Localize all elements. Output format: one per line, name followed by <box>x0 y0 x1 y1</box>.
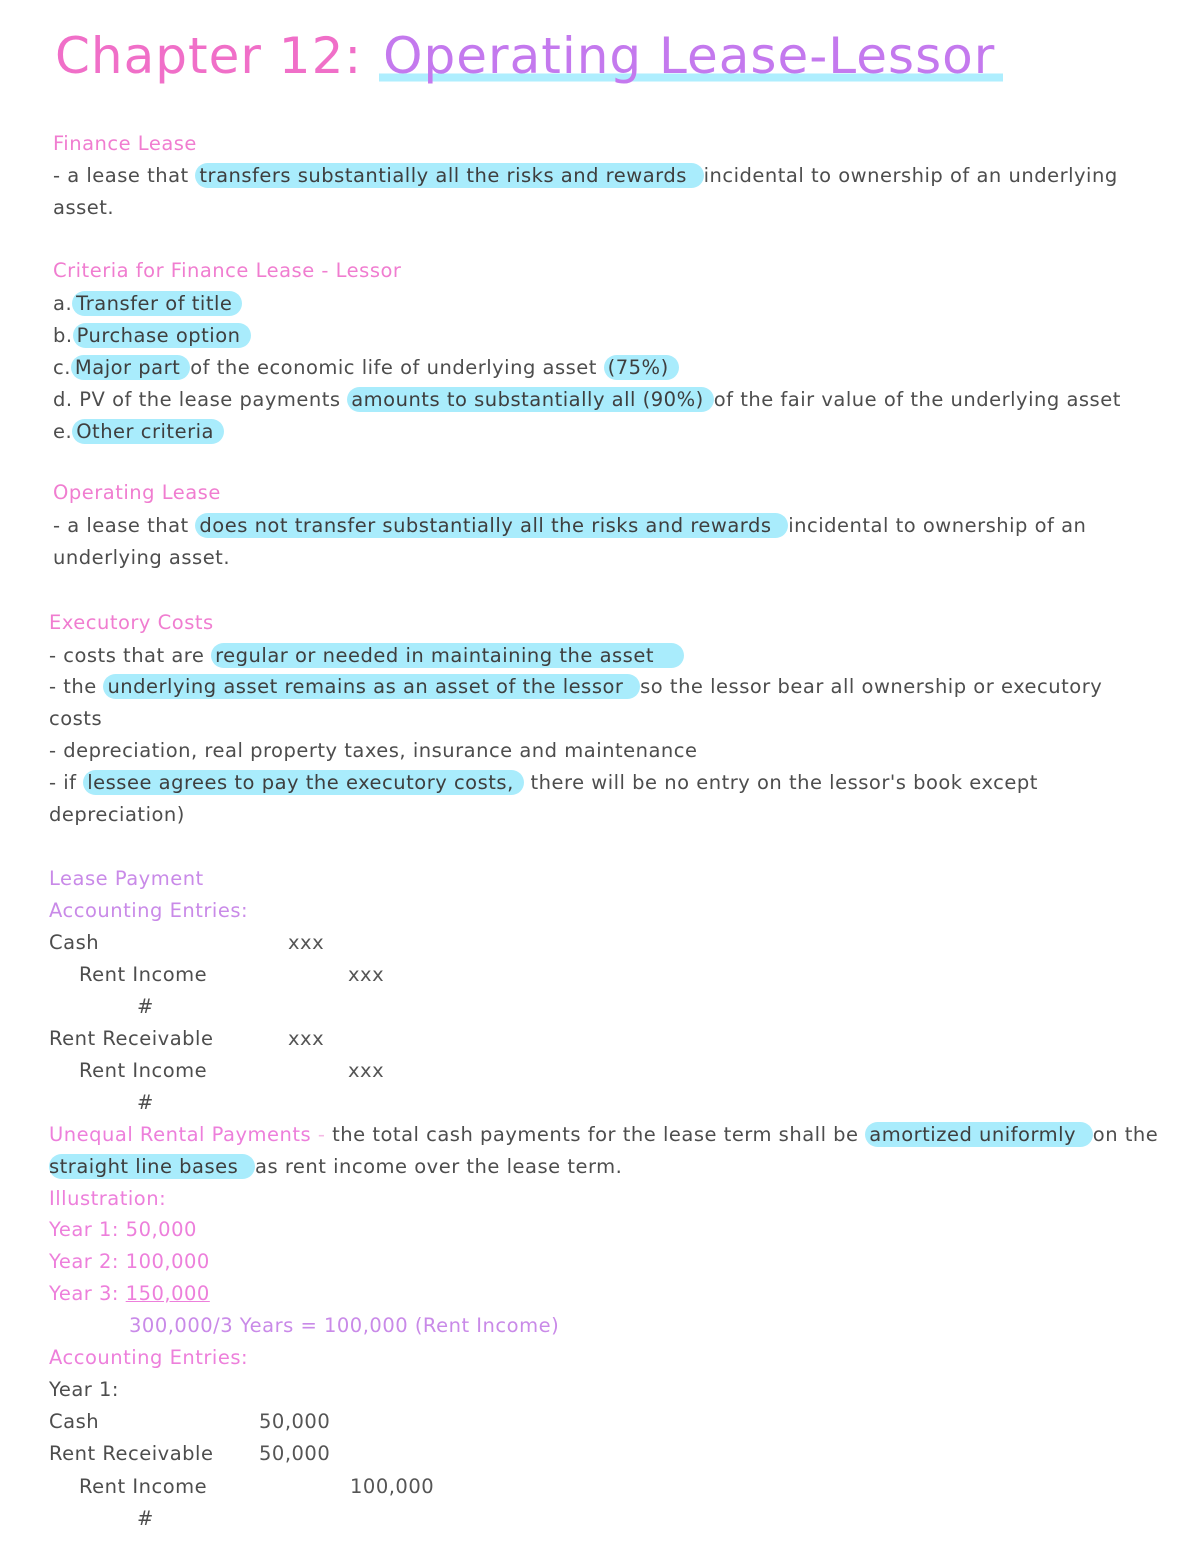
chapter-topic: Operating Lease-Lessor <box>379 27 1003 85</box>
entry1-debit-amount: xxx <box>288 931 325 954</box>
highlight: Major part <box>71 355 190 380</box>
highlight: Transfer of title <box>72 291 242 316</box>
executory-line-2: - the underlying asset remains as an asset of the lessor so the lessor bear all ownership or executory <box>49 675 1103 698</box>
executory-line-1: - costs that are regular or needed in maintaining the asset <box>49 642 684 670</box>
entry1-credit-account: Rent Income <box>79 963 208 986</box>
illustration-year-2: Year 2: 100,000 <box>49 1250 210 1273</box>
lease-payment-heading: Lease Payment <box>49 867 204 890</box>
executory-line-4-cont: depreciation) <box>49 803 185 826</box>
highlight: straight line bases <box>49 1154 255 1179</box>
entry2-debit-account: Rent Receivable <box>49 1027 214 1050</box>
entry1-debit-account: Cash <box>49 931 100 954</box>
entry-separator: # <box>137 995 154 1018</box>
chapter-label: Chapter 12: <box>55 27 363 85</box>
illustration-year-3: Year 3: 150,000 <box>49 1282 210 1305</box>
illustration-year1-label: Year 1: <box>49 1378 119 1401</box>
highlight: amortized uniformly <box>865 1122 1093 1147</box>
highlight: transfers substantially all the risks and rewards <box>195 163 703 188</box>
entry-separator: # <box>137 1507 154 1530</box>
operating-lease-heading: Operating Lease <box>53 481 221 504</box>
finance-lease-heading: Finance Lease <box>53 132 197 155</box>
unequal-rental-line-cont: straight line bases as rent income over the lease term. <box>49 1155 623 1178</box>
criteria-item-e: e. Other criteria <box>53 418 224 446</box>
highlight: Other criteria <box>72 419 224 444</box>
operating-lease-definition: - a lease that does not transfer substantially all the risks and rewards incidental to ownership of an <box>53 514 1087 537</box>
highlight: lessee agrees to pay the executory costs, <box>83 770 524 795</box>
page-title <box>55 26 1003 86</box>
criteria-item-c: c. Major part of the economic life of underlying asset (75%) <box>53 354 679 382</box>
executory-costs-heading: Executory Costs <box>49 611 214 634</box>
accounting-entries-heading: Accounting Entries: <box>49 899 249 922</box>
illustration-rent-income-account: Rent Income <box>79 1475 208 1498</box>
highlight: does not transfer substantially all the risks and rewards <box>195 513 788 538</box>
finance-lease-definition-cont: asset. <box>53 196 115 219</box>
criteria-item-d: d. PV of the lease payments amounts to substantially all (90%) of the fair value of the underlying asset <box>53 388 1121 411</box>
entry-separator: # <box>137 1091 154 1114</box>
finance-lease-definition: - a lease that transfers substantially all the risks and rewards incidental to ownership of an underlying <box>53 164 1118 187</box>
criteria-heading: Criteria for Finance Lease - Lessor <box>53 259 402 282</box>
unequal-rental-heading: Unequal Rental Payments <box>49 1123 312 1146</box>
entry2-credit-account: Rent Income <box>79 1059 208 1082</box>
illustration-calculation: 300,000/3 Years = 100,000 (Rent Income) <box>129 1314 560 1337</box>
highlight: (75%) <box>604 355 679 380</box>
executory-line-4: - if lessee agrees to pay the executory costs, there will be no entry on the lessor's book except <box>49 771 1038 794</box>
criteria-item-a: a. Transfer of title <box>53 290 242 318</box>
illustration-cash-amount: 50,000 <box>259 1410 331 1433</box>
unequal-rental-line: Unequal Rental Payments - the total cash payments for the lease term shall be amortized uniformly on the <box>49 1123 1159 1146</box>
illustration-entries-heading: Accounting Entries: <box>49 1346 249 1369</box>
executory-line-2-cont: costs <box>49 707 103 730</box>
executory-line-3: - depreciation, real property taxes, insurance and maintenance <box>49 739 698 762</box>
illustration-rent-receivable-amount: 50,000 <box>259 1442 331 1465</box>
operating-lease-definition-cont: underlying asset. <box>53 546 231 569</box>
illustration-cash-account: Cash <box>49 1410 100 1433</box>
highlight: Purchase option <box>73 323 251 348</box>
entry1-credit-amount: xxx <box>348 963 385 986</box>
highlight: regular or needed in maintaining the asset <box>211 643 684 668</box>
criteria-item-b: b. Purchase option <box>53 322 251 350</box>
illustration-rent-income-amount: 100,000 <box>350 1475 435 1498</box>
highlight: underlying asset remains as an asset of the lessor <box>103 674 640 699</box>
highlight: amounts to substantially all (90%) <box>347 387 714 412</box>
entry2-debit-amount: xxx <box>288 1027 325 1050</box>
illustration-year-1: Year 1: 50,000 <box>49 1218 197 1241</box>
entry2-credit-amount: xxx <box>348 1059 385 1082</box>
illustration-heading: Illustration: <box>49 1187 167 1210</box>
illustration-rent-receivable-account: Rent Receivable <box>49 1442 214 1465</box>
